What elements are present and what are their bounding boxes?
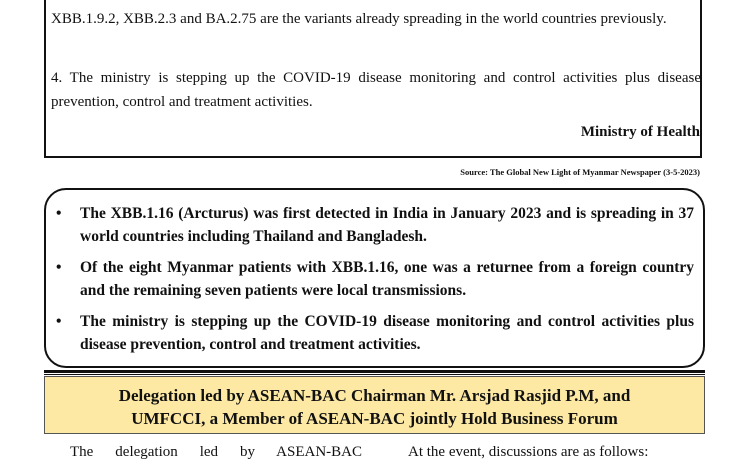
notice-signature: Ministry of Health [580,124,700,140]
bullet-icon: • [56,313,62,330]
section-divider-thick [44,370,705,373]
highlight-item [54,202,694,248]
article-column-left: The delegation led by ASEAN-BAC [70,444,362,460]
bullet-icon: • [56,259,62,276]
source-citation: Source: The Global New Light of Myanmar Newspaper (3-5-2023) [460,167,700,177]
bullet-icon: • [56,205,62,222]
article-column-right: At the event, discussions are as follows: [408,444,649,460]
highlight-text: The ministry is stepping up the COVID-19 disease monitoring and control activities plus disease prevention, control and treatment activities. [80,313,694,353]
headline-line-1: Delegation led by ASEAN-BAC Chairman Mr. Arsjad Rasjid P.M, and [118,386,631,405]
highlight-text: Of the eight Myanmar patients with XBB.1.16, one was a returnee from a foreign country and the remaining seven patients were local transmissions. [80,259,694,299]
section-divider-thin [44,374,705,375]
notice-paragraph-4: 4. The ministry is stepping up the COVID-19 disease monitoring and control activities plus disease prevention, control and treatment activities. [51,70,701,110]
notice-paragraph-continuation: XBB.1.9.2, XBB.2.3 and BA.2.75 are the variants already spreading in the world countries previously. [51,11,667,27]
highlights-list [54,202,694,364]
highlight-item [54,256,694,302]
headline-line-2: UMFCCI, a Member of ASEAN-BAC jointly Hold Business Forum [131,409,618,428]
highlight-text: The XBB.1.16 (Arcturus) was first detected in India in January 2023 and is spreading in 37 world countries including Thailand and Bangladesh. [80,205,694,245]
highlight-item [54,310,694,356]
article-headline [44,376,705,434]
